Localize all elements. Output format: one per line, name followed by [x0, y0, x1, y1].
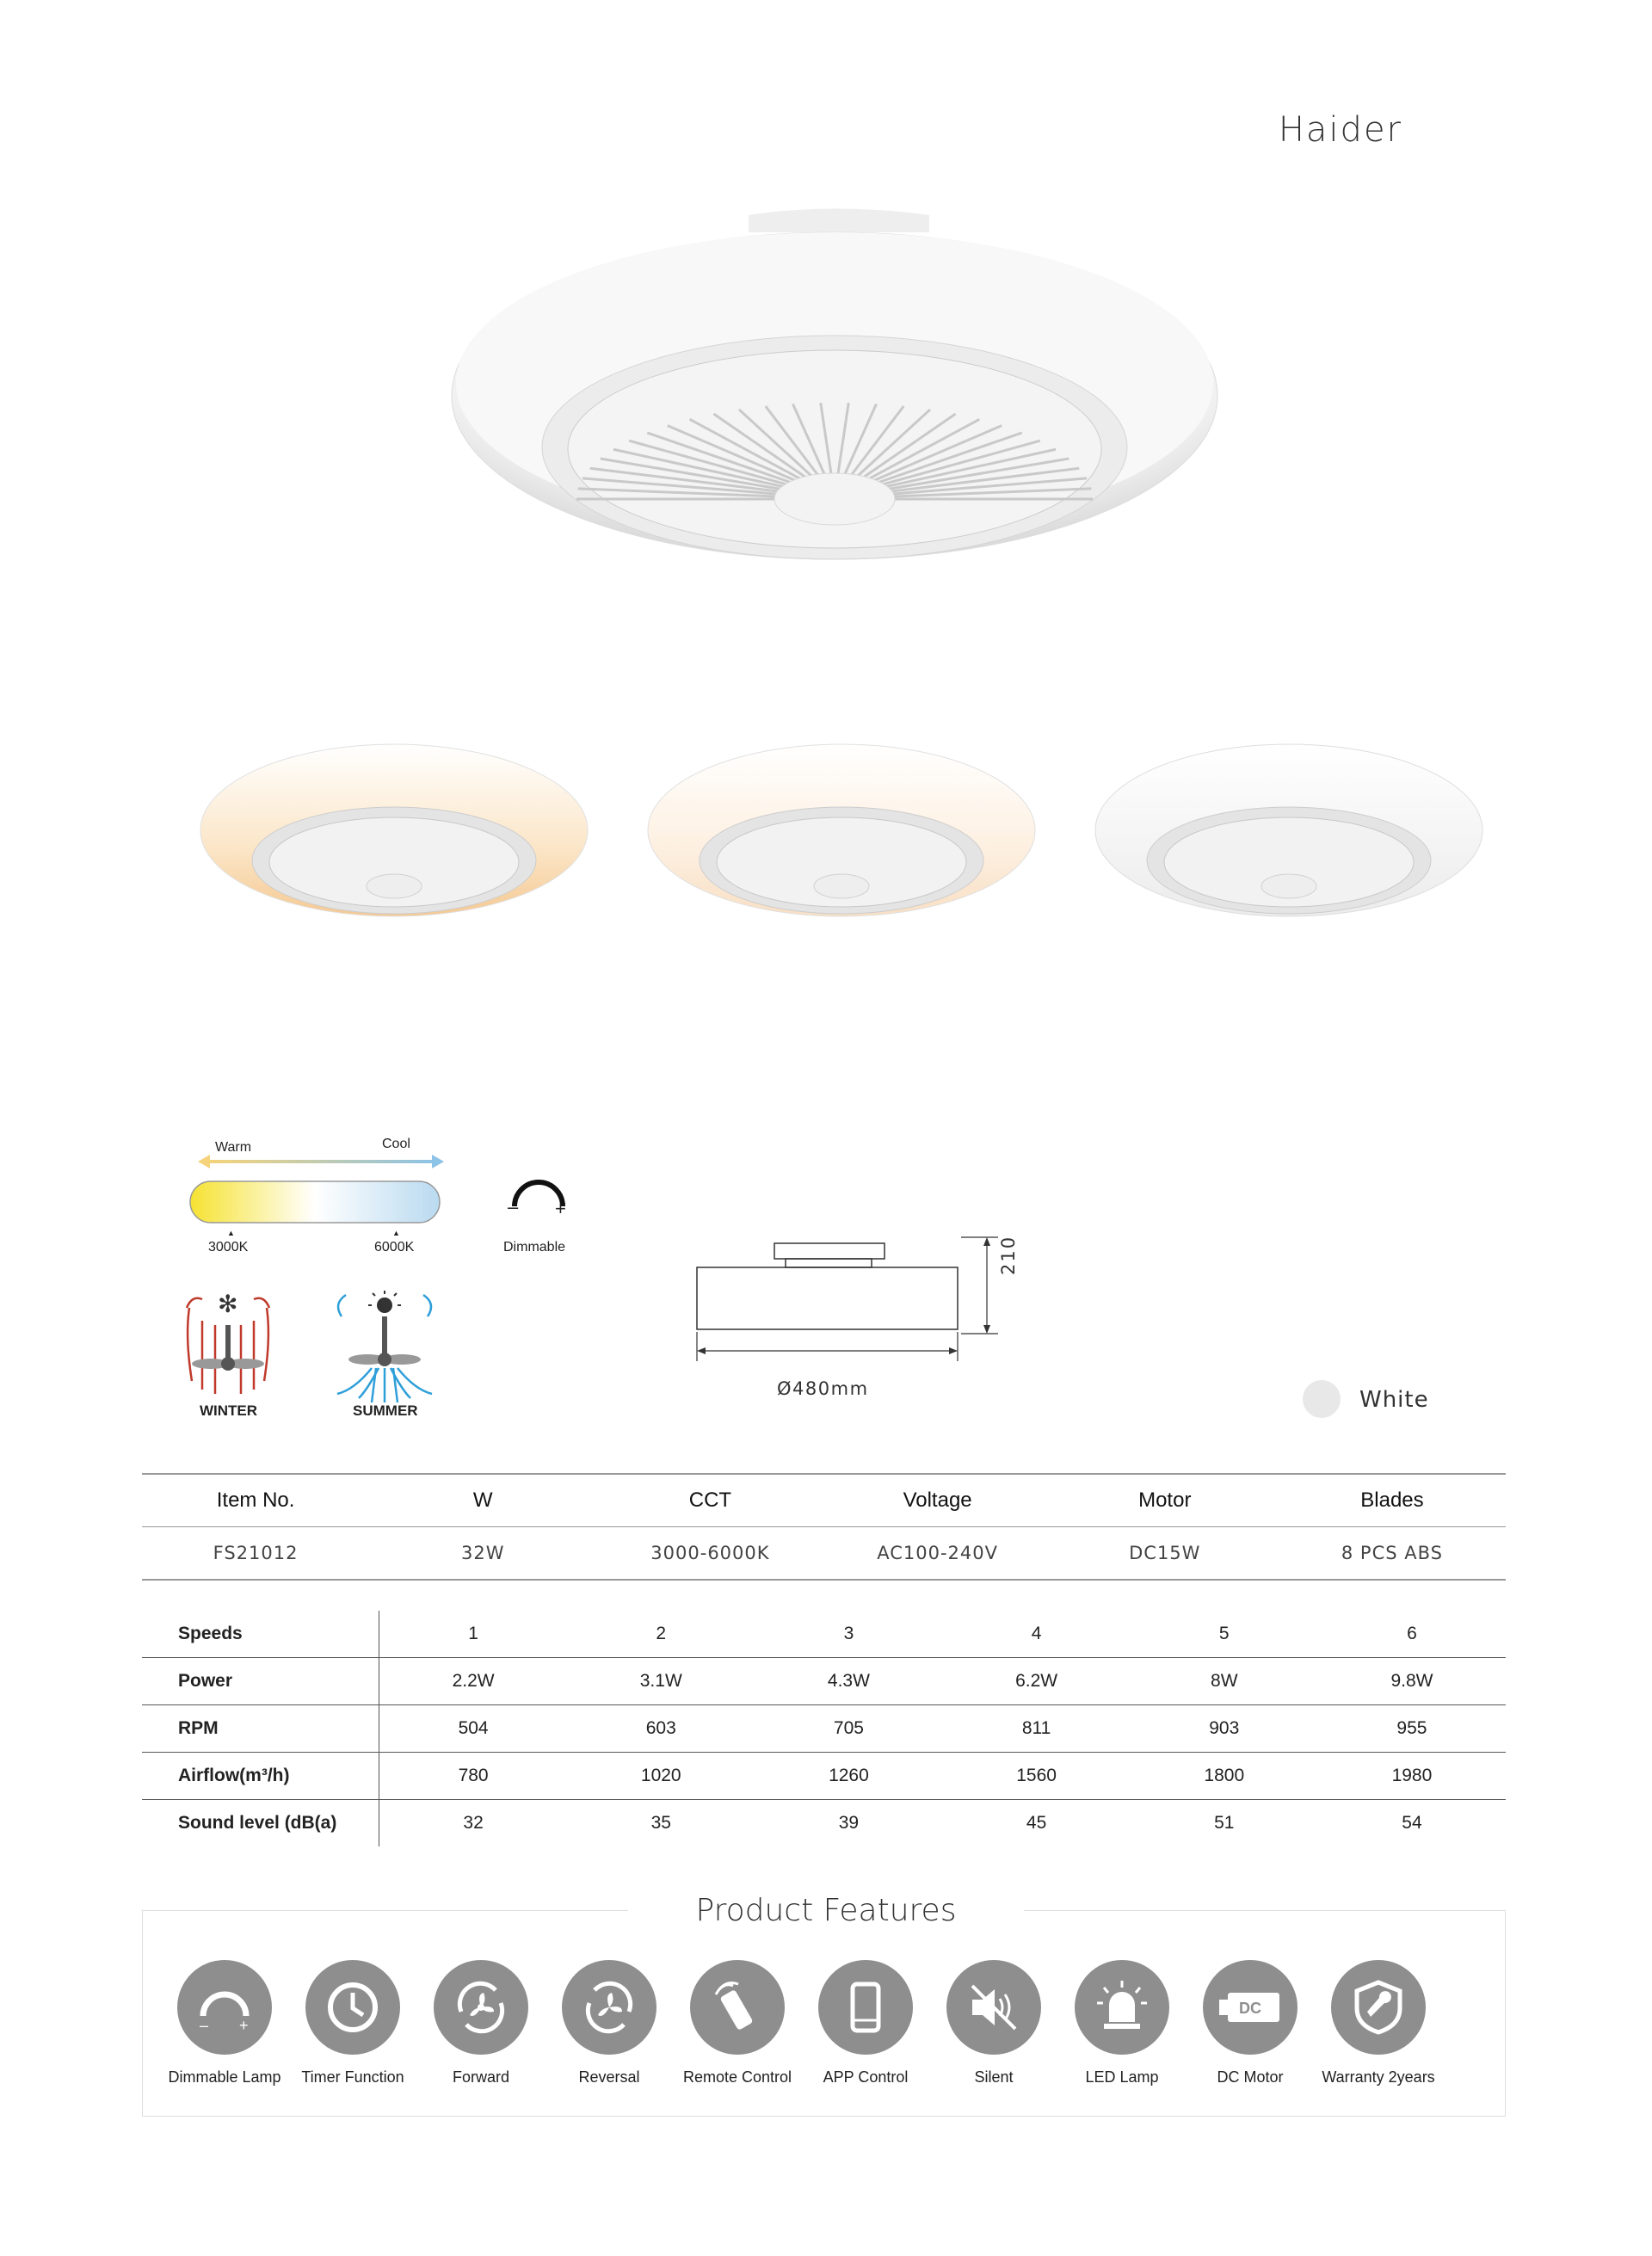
timer-icon — [305, 1960, 400, 2055]
performance-cell: 6.2W — [1015, 1671, 1058, 1691]
tick-marker: ▲ — [392, 1229, 400, 1237]
spec-header-item-no: Item No. — [216, 1489, 295, 1512]
forward-fan-icon — [434, 1960, 528, 2055]
feature-silent — [929, 1960, 1058, 2086]
spec-header-w: W — [472, 1489, 493, 1512]
summer-mode-icon — [329, 1286, 441, 1407]
spec-w: 32W — [461, 1543, 505, 1563]
performance-cell: 603 — [645, 1718, 676, 1738]
dimmable-label: Dimmable — [503, 1240, 566, 1254]
winter-mode-icon — [176, 1286, 280, 1407]
max-cct-label: 6000K — [374, 1240, 415, 1254]
performance-row-label: Sound level (dB(a) — [142, 1800, 379, 1846]
performance-cell: 1980 — [1391, 1766, 1433, 1785]
feature-warranty-shield — [1314, 1960, 1443, 2086]
performance-row-label: Airflow(m³/h) — [142, 1753, 379, 1799]
finish-color-label: White — [1359, 1387, 1429, 1413]
performance-cell: 32 — [463, 1813, 484, 1833]
performance-cell: 3.1W — [639, 1671, 682, 1691]
performance-cell: 4 — [1031, 1624, 1042, 1643]
performance-row-label: Speeds — [142, 1611, 379, 1657]
spec-value-row — [142, 1527, 1506, 1581]
diameter-dimension: Ø480mm — [777, 1378, 869, 1399]
features-title: Product Features — [628, 1893, 1024, 1928]
cct-gradient-bar — [189, 1180, 441, 1224]
feature-label: Forward — [452, 2068, 509, 2086]
feature-label: Warranty 2years — [1322, 2068, 1435, 2086]
min-cct-label: 3000K — [208, 1240, 249, 1254]
svg-text:–: – — [200, 2017, 209, 2034]
performance-cell: 8W — [1211, 1671, 1238, 1691]
performance-cell: 45 — [1026, 1813, 1047, 1833]
performance-cell: 705 — [833, 1718, 864, 1738]
performance-cell: 2.2W — [452, 1671, 495, 1691]
performance-cell: 1020 — [640, 1766, 681, 1785]
spec-cct: 3000-6000K — [650, 1543, 770, 1563]
main-fan-image — [447, 198, 1222, 594]
feature-timer — [288, 1960, 417, 2086]
white-swatch — [1303, 1380, 1341, 1418]
warm-label: Warm — [215, 1140, 252, 1155]
fan-variant-cool — [1091, 731, 1487, 929]
feature-label: APP Control — [823, 2068, 909, 2086]
performance-table — [142, 1611, 1506, 1846]
performance-cell: 2 — [656, 1624, 667, 1643]
cool-label: Cool — [382, 1137, 410, 1151]
spec-blades: 8 PCS ABS — [1341, 1543, 1443, 1563]
feature-dc-motor — [1186, 1960, 1315, 2086]
product-title: Haider — [1278, 110, 1402, 150]
spec-header-cct: CCT — [688, 1489, 732, 1512]
spec-header-voltage: Voltage — [903, 1489, 972, 1512]
feature-forward-fan — [416, 1960, 546, 2086]
feature-label: LED Lamp — [1085, 2068, 1159, 2086]
performance-cell: 3 — [843, 1624, 854, 1643]
performance-cell: 903 — [1209, 1718, 1240, 1738]
svg-text:DC: DC — [1239, 2000, 1261, 2017]
spec-item-no: FS21012 — [213, 1543, 299, 1563]
performance-cell: 35 — [650, 1813, 671, 1833]
performance-row-label: Power — [142, 1658, 379, 1704]
svg-text:+: + — [239, 2017, 249, 2034]
spec-table — [142, 1473, 1506, 1581]
performance-cell: 51 — [1214, 1813, 1235, 1833]
performance-row — [142, 1705, 1506, 1753]
dim-minus: – — [508, 1196, 519, 1217]
phone-icon — [818, 1960, 913, 2055]
fan-variant-warm — [196, 731, 592, 929]
warm-cool-arrow-icon — [196, 1153, 446, 1170]
svg-text:✻: ✻ — [218, 1291, 238, 1317]
performance-cell: 811 — [1021, 1718, 1051, 1738]
performance-cell: 1560 — [1016, 1766, 1057, 1785]
feature-label: Remote Control — [682, 2068, 792, 2086]
feature-label: Reversal — [578, 2068, 640, 2086]
feature-led-lamp — [1057, 1960, 1187, 2086]
performance-cell: 504 — [458, 1718, 489, 1738]
spec-header-motor: Motor — [1138, 1489, 1192, 1512]
silent-icon — [946, 1960, 1041, 2055]
feature-phone — [801, 1960, 930, 2086]
tick-marker: ▲ — [227, 1229, 235, 1237]
dim-plus: + — [555, 1198, 566, 1219]
feature-remote-control — [673, 1960, 802, 2086]
feature-label: DC Motor — [1217, 2068, 1284, 2086]
feature-label: Silent — [974, 2068, 1014, 2086]
performance-cell: 5 — [1218, 1624, 1230, 1643]
feature-label: Dimmable Lamp — [168, 2068, 281, 2086]
performance-cell: 54 — [1402, 1813, 1422, 1833]
performance-row — [142, 1658, 1506, 1705]
warranty-shield-icon — [1331, 1960, 1426, 2055]
summer-label: SUMMER — [353, 1402, 418, 1419]
performance-cell: 1 — [468, 1624, 478, 1643]
spec-motor: DC15W — [1129, 1543, 1201, 1563]
performance-row-label: RPM — [142, 1705, 379, 1752]
led-lamp-icon — [1075, 1960, 1169, 2055]
performance-cell: 1800 — [1204, 1766, 1245, 1785]
spec-header-row — [142, 1473, 1506, 1527]
performance-cell: 780 — [458, 1766, 489, 1785]
performance-row — [142, 1753, 1506, 1800]
performance-cell: 955 — [1396, 1718, 1427, 1738]
remote-control-icon — [690, 1960, 785, 2055]
feature-label: Timer Function — [301, 2068, 404, 2086]
fan-variant-neutral — [644, 731, 1039, 929]
performance-row — [142, 1611, 1506, 1658]
height-dimension: 210 — [998, 1235, 1019, 1275]
reversal-fan-icon — [562, 1960, 656, 2055]
performance-cell: 9.8W — [1390, 1671, 1433, 1691]
performance-cell: 1260 — [829, 1766, 869, 1785]
feature-reversal-fan — [545, 1960, 674, 2086]
winter-label: WINTER — [200, 1402, 258, 1419]
dc-motor-icon — [1203, 1960, 1298, 2055]
performance-cell: 4.3W — [827, 1671, 870, 1691]
dimmable-lamp-icon — [177, 1960, 272, 2055]
feature-dimmable-lamp — [160, 1960, 289, 2086]
spec-header-blades: Blades — [1360, 1489, 1424, 1512]
spec-voltage: AC100-240V — [877, 1543, 998, 1563]
performance-row — [142, 1800, 1506, 1846]
performance-cell: 39 — [838, 1813, 860, 1833]
performance-cell: 6 — [1407, 1624, 1417, 1643]
